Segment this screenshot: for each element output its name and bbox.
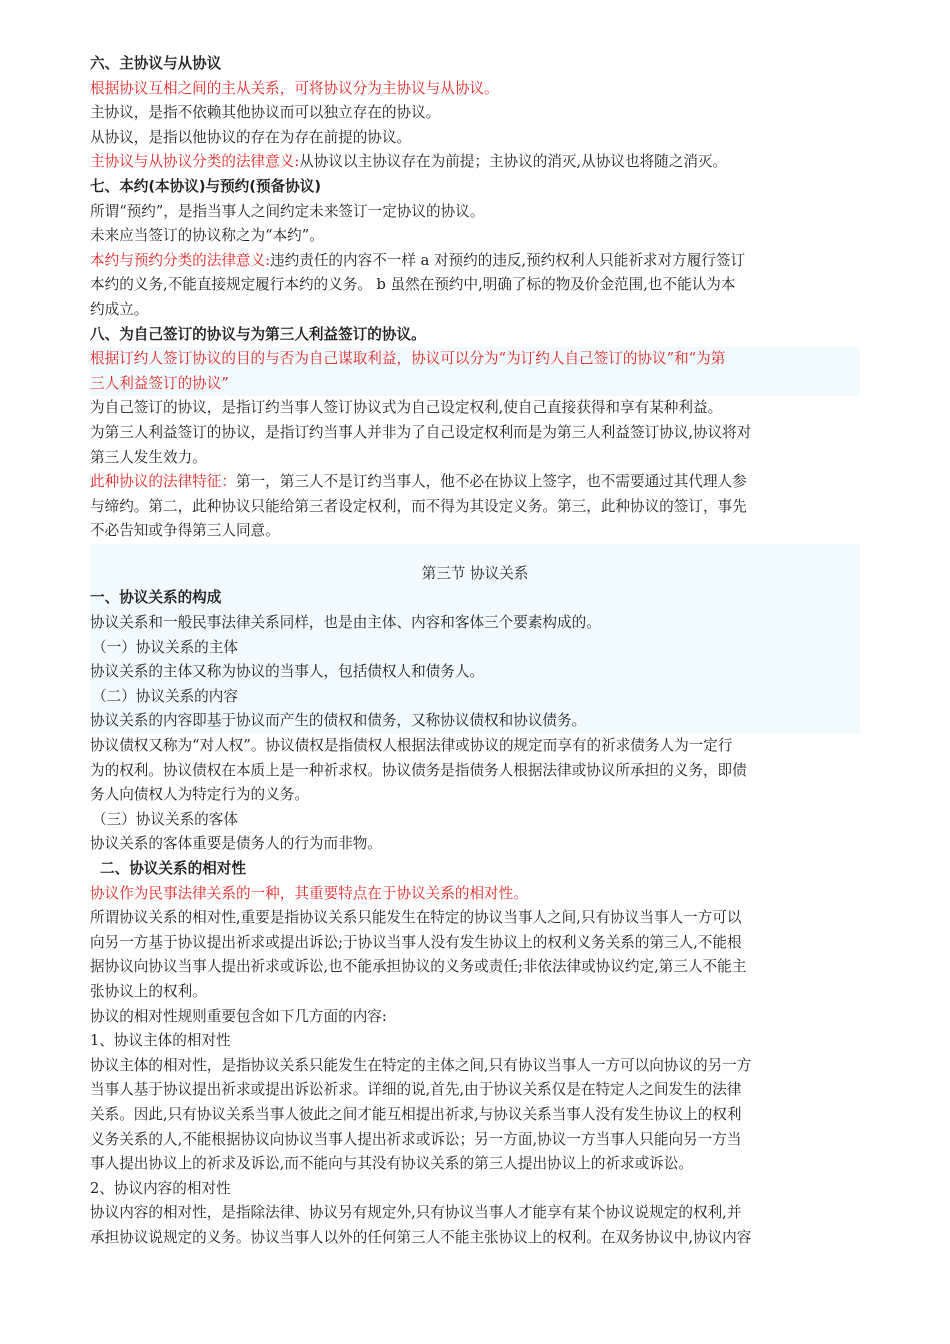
paragraph-line: 主协议，是指不依赖其他协议而可以独立存在的协议。 xyxy=(90,104,441,122)
section-heading: 六、主协议与从协议 xyxy=(90,55,222,72)
paragraph-line: （一）协议关系的主体 xyxy=(90,636,860,661)
highlight-phrase: 本约与预约分类的法律意义: xyxy=(90,251,271,269)
paragraph-line: 不必告知或争得第三人同意。 xyxy=(90,522,280,540)
paragraph-line: 协议关系的客体重要是债务人的行为而非物。 xyxy=(90,835,382,853)
paragraph-line: 协议的相对性规则重要包含如下几方面的内容: xyxy=(90,1007,387,1025)
paragraph-line xyxy=(90,470,860,495)
paragraph-line: 所谓“预约”，是指当事人之间约定未来签订一定协议的协议。 xyxy=(90,202,485,220)
paragraph-line: （二）协议关系的内容 xyxy=(90,685,860,710)
paragraph-line: 为自己签订的协议，是指订约当事人签订协议式为自己设定权利,使自己直接获得和享有某种利益。 xyxy=(90,399,723,417)
section-heading: 七、本约(本协议)与预约(预备协议) xyxy=(90,177,321,195)
highlight-phrase: 主协议与从协议分类的法律意义: xyxy=(90,153,300,171)
paragraph-line: 从协议，是指以他协议的存在为存在前提的协议。 xyxy=(90,128,412,146)
paragraph-line: 约成立。 xyxy=(90,300,149,318)
paragraph-line: 未来应当签订的协议称之为“本约”。 xyxy=(90,227,324,245)
paragraph-text: 第一，第三人不是订约当事人，他不必在协议上签字，也不需要通过其代理人参 xyxy=(235,473,747,491)
paragraph-line: 协议关系的内容即基于协议而产生的债权和债务，又称协议债权和协议债务。 xyxy=(90,709,860,734)
section-heading: 八、为自己签订的协议与为第三人利益签订的协议。 xyxy=(90,325,426,343)
paragraph-line: 三人利益签订的协议” xyxy=(90,372,860,397)
paragraph-line: 根据订约人签订协议的目的与否为自己谋取利益，协议可以分为“为订约人自己签订的协议”和“为第 xyxy=(90,347,860,372)
paragraph-line: 2、协议内容的相对性 xyxy=(90,1179,231,1197)
document-page xyxy=(90,52,860,1251)
paragraph-line: 本约的义务,不能直接规定履行本约的义务。 b 虽然在预约中,明确了标的物及价金范围,也不能认为本 xyxy=(90,276,736,294)
paragraph-line: 务人向债权人为特定行为的义务。 xyxy=(90,786,309,804)
paragraph-line: 协议作为民事法律关系的一种，其重要特点在于协议关系的相对性。 xyxy=(90,884,528,902)
paragraph-line: 根据协议互相之间的主从关系，可将协议分为主协议与从协议。 xyxy=(90,79,499,97)
paragraph-line: 事人提出协议上的祈求及诉讼,而不能向与其没有协议关系的第三人提出协议上的祈求或诉讼。 xyxy=(90,1155,693,1173)
paragraph-line: 协议关系的主体又称为协议的当事人，包括债权人和债务人。 xyxy=(90,660,860,685)
paragraph-line: 1、协议主体的相对性 xyxy=(90,1032,231,1050)
paragraph-line xyxy=(90,150,860,175)
section-heading: 一、协议关系的构成 xyxy=(90,586,860,611)
chapter-title: 第三节 协议关系 xyxy=(90,562,860,587)
paragraph-line: 关系。因此,只有协议关系当事人彼此之间才能互相提出祈求,与协议关系当事人没有发生协议上的权利 xyxy=(90,1105,742,1123)
paragraph-line: 向另一方基于协议提出祈求或提出诉讼;于协议当事人没有发生协议上的权利义务关系的第三人,不能根 xyxy=(90,933,742,951)
paragraph-line: 为的权利。协议债权在本质上是一种祈求权。协议债务是指债务人根据法律或协议所承担的义务，即债 xyxy=(90,761,747,779)
paragraph-line: 义务关系的人,不能根据协议向协议当事人提出祈求或诉讼；另一方面,协议一方当事人只能向另一方当 xyxy=(90,1130,742,1148)
paragraph-line: 承担协议说规定的义务。协议当事人以外的任何第三人不能主张协议上的权利。在双务协议中,协议内容 xyxy=(90,1228,752,1246)
paragraph-line: 据协议向协议当事人提出祈求或诉讼,也不能承担协议的义务或责任;非依法律或协议约定,第三人不能主 xyxy=(90,958,747,976)
paragraph-line: 与缔约。第二，此种协议只能给第三者设定权利，而不得为其设定义务。第三，此种协议的签订，事先 xyxy=(90,497,747,515)
paragraph-line xyxy=(90,249,860,274)
section-heading: 二、协议关系的相对性 xyxy=(100,860,246,877)
paragraph-line: 当事人基于协议提出祈求或提出诉讼祈求。详细的说,首先,由于协议关系仅是在特定人之间发生的法律 xyxy=(90,1081,742,1099)
paragraph-line: 协议债权又称为“对人权”。协议债权是指债权人根据法律或协议的规定而享有的祈求债务人为一定行 xyxy=(90,737,733,755)
paragraph-line: 协议关系和一般民事法律关系同样，也是由主体、内容和客体三个要素构成的。 xyxy=(90,611,860,636)
paragraph-line: 协议主体的相对性，是指协议关系只能发生在特定的主体之间,只有协议当事人一方可以向协议的另一方 xyxy=(90,1056,752,1074)
paragraph-line: 第三人发生效力。 xyxy=(90,448,207,466)
paragraph-line: 所谓协议关系的相对性,重要是指协议关系只能发生在特定的协议当事人之间,只有协议当事人一方可以 xyxy=(90,909,742,927)
paragraph-text: 违约责任的内容不一样 a 对预约的违反,预约权利人只能祈求对方履行签订 xyxy=(270,251,746,269)
paragraph-line: （三）协议关系的客体 xyxy=(92,810,238,828)
paragraph-line: 张协议上的权利。 xyxy=(90,982,207,1000)
paragraph-line: 协议内容的相对性，是指除法律、协议另有规定外,只有协议当事人才能享有某个协议说规定的权利,并 xyxy=(90,1204,742,1222)
spacer xyxy=(90,544,860,562)
paragraph-text: 从协议以主协议存在为前提；主协议的消灭,从协议也将随之消灭。 xyxy=(299,153,728,171)
paragraph-line: 为第三人利益签订的协议，是指订约当事人并非为了自己设定权利而是为第三人利益签订协议,协议将对 xyxy=(90,423,752,441)
highlight-phrase: 此种协议的法律特征： xyxy=(90,473,236,491)
